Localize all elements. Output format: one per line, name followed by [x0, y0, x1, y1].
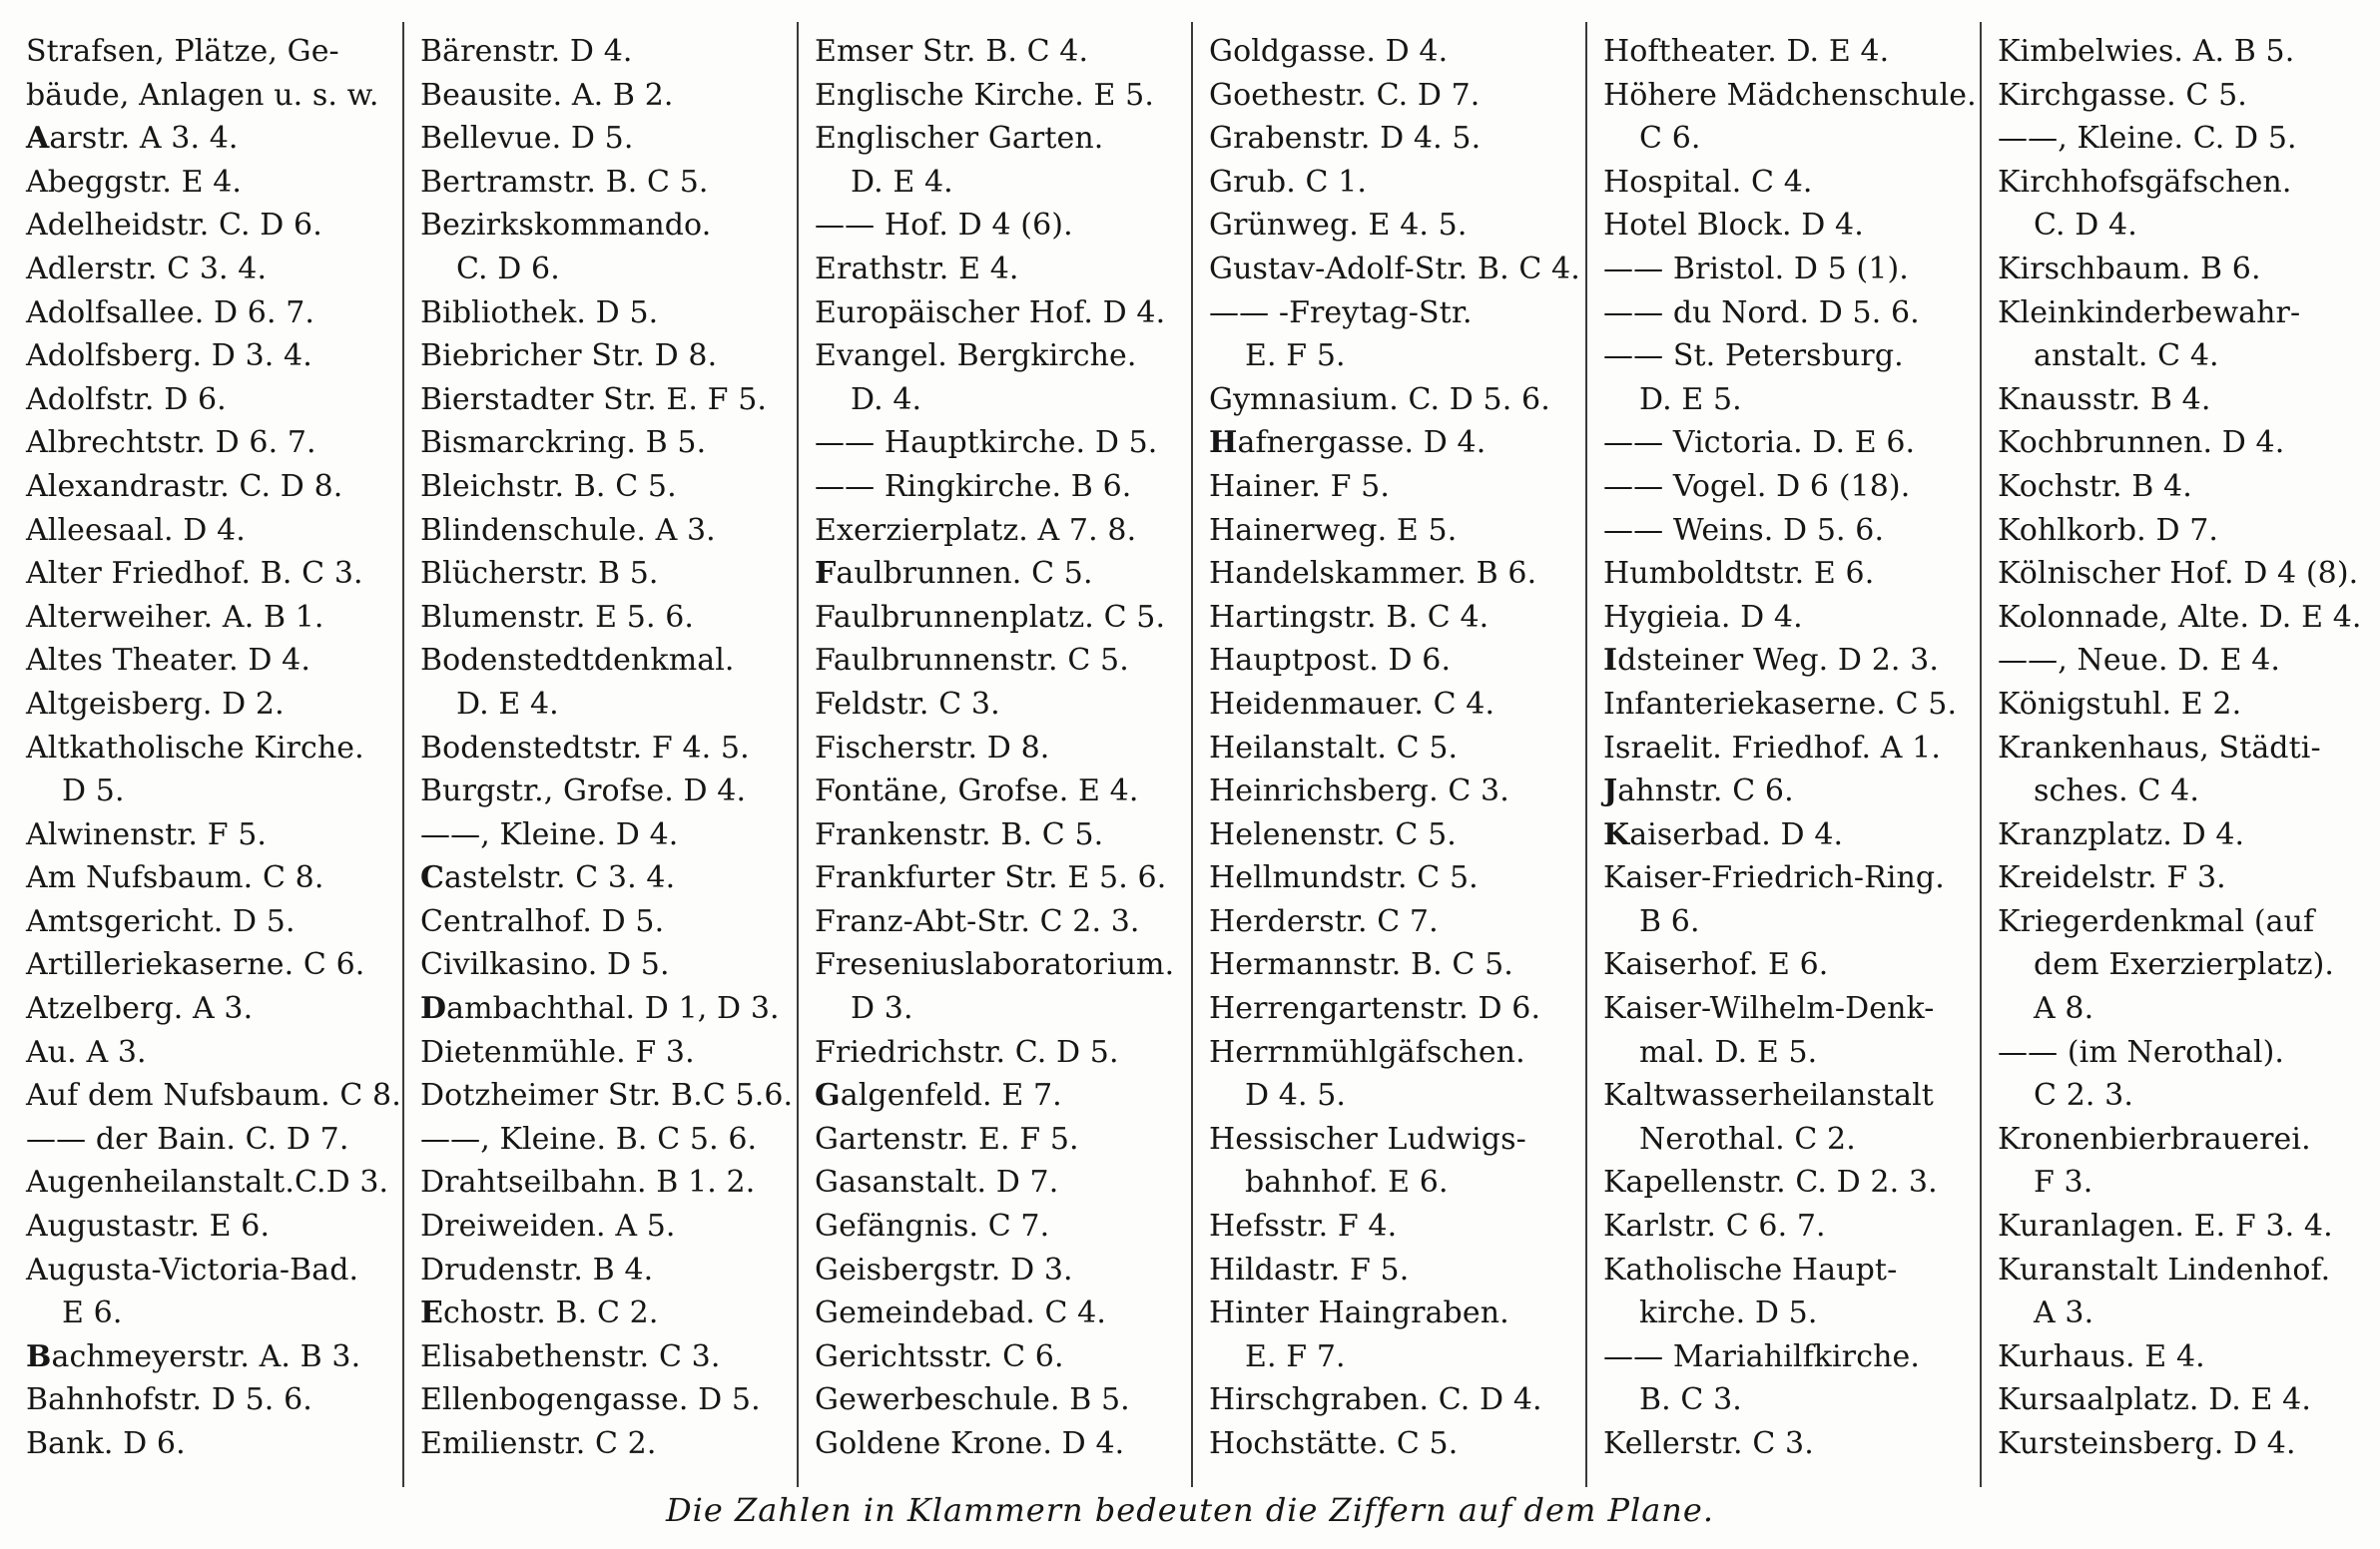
index-entry: Goldene Krone. D 4. — [815, 1426, 1125, 1461]
index-columns — [10, 22, 2374, 1487]
section-initial: D — [420, 991, 447, 1027]
index-entry-continuation: C 6. — [1639, 121, 1701, 157]
index-entry: Karlstr. C 6. 7. — [1603, 1209, 1826, 1245]
index-entry: Bibliothek. D 5. — [420, 294, 659, 330]
index-entry: Herrnmühlgäfschen. — [1209, 1034, 1525, 1070]
index-entry: Goethestr. C. D 7. — [1209, 77, 1481, 113]
index-entry: Kaltwasserheilanstalt — [1603, 1078, 1934, 1114]
index-entry: Augustastr. E 6. — [26, 1209, 271, 1245]
index-entry: Grabenstr. D 4. 5. — [1209, 121, 1482, 157]
index-entry: Galgenfeld. E 7. — [815, 1078, 1062, 1114]
index-entry: Bank. D 6. — [26, 1426, 186, 1461]
index-entry: Heidenmauer. C 4. — [1209, 686, 1495, 722]
index-entry: Elisabethenstr. C 3. — [420, 1338, 721, 1374]
index-entry: Dietenmühle. F 3. — [420, 1034, 695, 1070]
index-entry: Aarstr. A 3. 4. — [26, 121, 239, 157]
index-entry: Geisbergstr. D 3. — [815, 1252, 1073, 1288]
index-entry: Kriegerdenkmal (auf — [1998, 903, 2315, 939]
index-entry: Augusta-Victoria-Bad. — [26, 1252, 359, 1288]
index-entry: —— der Bain. C. D 7. — [26, 1121, 349, 1157]
index-entry-continuation: D. E 5. — [1639, 381, 1742, 417]
index-entry: Bodenstedtstr. F 4. 5. — [420, 730, 750, 766]
index-entry: Drudenstr. B 4. — [420, 1252, 654, 1288]
index-entry: Bleichstr. B. C 5. — [420, 468, 677, 504]
index-entry: Hermannstr. B. C 5. — [1209, 947, 1513, 983]
index-entry: Israelit. Friedhof. A 1. — [1603, 730, 1941, 766]
section-initial: G — [815, 1078, 841, 1114]
index-entry: Kursteinsberg. D 4. — [1998, 1426, 2296, 1461]
index-entry-continuation: bahnhof. E 6. — [1245, 1165, 1449, 1201]
section-initial: C — [420, 860, 444, 896]
index-entry: —— -Freytag-Str. — [1209, 294, 1473, 330]
index-entry: Adolfsallee. D 6. 7. — [26, 294, 315, 330]
index-entry-continuation: C 2. 3. — [2034, 1078, 2133, 1114]
index-entry: Bellevue. D 5. — [420, 121, 634, 157]
index-entry: Europäischer Hof. D 4. — [815, 294, 1166, 330]
index-entry: ——, Kleine. C. D 5. — [1998, 121, 2297, 157]
index-entry: Hinter Haingraben. — [1209, 1295, 1509, 1331]
index-entry: Bodenstedtdenkmal. — [420, 643, 735, 679]
index-entry: Kirchhofsgäfschen. — [1998, 164, 2292, 200]
index-entry: Kranzplatz. D 4. — [1998, 816, 2245, 852]
index-entry: Hefsstr. F 4. — [1209, 1209, 1398, 1245]
index-entry: Gemeindebad. C 4. — [815, 1295, 1106, 1331]
index-entry: Evangel. Bergkirche. — [815, 338, 1137, 374]
index-entry-continuation: anstalt. C 4. — [2034, 338, 2219, 374]
index-entry: —— Hof. D 4 (6). — [815, 208, 1073, 244]
index-entry: Emser Str. B. C 4. — [815, 34, 1089, 69]
index-entry: Altes Theater. D 4. — [26, 643, 311, 679]
index-entry-continuation: D. E 4. — [851, 164, 953, 200]
index-entry-continuation: sches. C 4. — [2034, 774, 2199, 809]
index-entry: Echostr. B. C 2. — [420, 1295, 659, 1331]
index-entry: Artilleriekaserne. C 6. — [26, 947, 365, 983]
index-entry: Frankenstr. B. C 5. — [815, 816, 1104, 852]
section-initial: H — [1209, 425, 1238, 461]
index-entry: ——, Kleine. B. C 5. 6. — [420, 1121, 758, 1157]
index-entry: Fontäne, Grofse. E 4. — [815, 774, 1139, 809]
index-column-5 — [1587, 22, 1982, 1487]
index-entry: Gasanstalt. D 7. — [815, 1165, 1059, 1201]
index-entry: Bierstadter Str. E. F 5. — [420, 381, 768, 417]
index-entry-continuation: E 6. — [62, 1295, 123, 1331]
index-entry: Centralhof. D 5. — [420, 903, 665, 939]
index-entry: Katholische Haupt- — [1603, 1252, 1898, 1288]
index-entry: Kimbelwies. A. B 5. — [1998, 34, 2295, 69]
index-entry: Augenheilanstalt.C.D 3. — [26, 1165, 389, 1201]
index-entry-continuation: D 3. — [851, 991, 913, 1027]
index-entry: Adelheidstr. C. D 6. — [26, 208, 322, 244]
index-entry: Hartingstr. B. C 4. — [1209, 599, 1489, 635]
index-entry: Castelstr. C 3. 4. — [420, 860, 676, 896]
index-entry-continuation: D. E 4. — [456, 686, 559, 722]
index-entry: Kohlkorb. D 7. — [1998, 512, 2219, 548]
index-entry-continuation: B. C 3. — [1639, 1382, 1742, 1418]
index-entry: Heinrichsberg. C 3. — [1209, 774, 1509, 809]
index-entry: Hellmundstr. C 5. — [1209, 860, 1479, 896]
index-entry: Strafsen, Plätze, Ge- — [26, 34, 339, 69]
index-entry-continuation: D 5. — [62, 774, 125, 809]
index-entry: Civilkasino. D 5. — [420, 947, 670, 983]
index-entry: —— Victoria. D. E 6. — [1603, 425, 1916, 461]
index-entry: Gerichtsstr. C 6. — [815, 1338, 1064, 1374]
index-entry: Exerzierplatz. A 7. 8. — [815, 512, 1137, 548]
index-entry: bäude, Anlagen u. s. w. — [26, 77, 379, 113]
index-entry: Höhere Mädchenschule. — [1603, 77, 1977, 113]
index-entry: Jahnstr. C 6. — [1603, 774, 1794, 809]
section-initial: E — [420, 1295, 443, 1331]
index-entry: Bachmeyerstr. A. B 3. — [26, 1338, 361, 1374]
index-entry: Ellenbogengasse. D 5. — [420, 1382, 761, 1418]
section-initial: J — [1603, 774, 1618, 809]
index-entry: Humboldtstr. E 6. — [1603, 556, 1875, 592]
index-entry: Kaiserhof. E 6. — [1603, 947, 1829, 983]
index-entry: Knausstr. B 4. — [1998, 381, 2211, 417]
index-entry: Blücherstr. B 5. — [420, 556, 659, 592]
index-entry: Hospital. C 4. — [1603, 164, 1813, 200]
index-entry: Krankenhaus, Städti- — [1998, 730, 2321, 766]
index-entry: Abeggstr. E 4. — [26, 164, 243, 200]
index-entry: Hauptpost. D 6. — [1209, 643, 1452, 679]
index-entry: Kirchgasse. C 5. — [1998, 77, 2247, 113]
index-entry: Hochstätte. C 5. — [1209, 1426, 1459, 1461]
index-entry: Kapellenstr. C. D 2. 3. — [1603, 1165, 1938, 1201]
index-entry: Blindenschule. A 3. — [420, 512, 716, 548]
index-entry: Adolfstr. D 6. — [26, 381, 227, 417]
index-entry: —— Mariahilfkirche. — [1603, 1338, 1921, 1374]
index-entry: Kaiserbad. D 4. — [1603, 816, 1844, 852]
index-entry: Albrechtstr. D 6. 7. — [26, 425, 316, 461]
index-entry: Hoftheater. D. E 4. — [1603, 34, 1890, 69]
index-entry: Kirschbaum. B 6. — [1998, 251, 2261, 286]
index-entry-continuation: D. 4. — [851, 381, 922, 417]
index-entry: Hainer. F 5. — [1209, 468, 1391, 504]
index-entry: Kölnischer Hof. D 4 (8). — [1998, 556, 2359, 592]
index-entry-continuation: B 6. — [1639, 903, 1700, 939]
index-entry: —— Hauptkirche. D 5. — [815, 425, 1158, 461]
index-entry: Idsteiner Weg. D 2. 3. — [1603, 643, 1939, 679]
index-entry: Hygieia. D 4. — [1603, 599, 1803, 635]
index-entry: Kleinkinderbewahr- — [1998, 294, 2301, 330]
index-entry: Heilanstalt. C 5. — [1209, 730, 1459, 766]
index-entry: Adlerstr. C 3. 4. — [26, 251, 268, 286]
index-entry: Dotzheimer Str. B.C 5.6. — [420, 1078, 794, 1114]
index-entry: Adolfsberg. D 3. 4. — [26, 338, 312, 374]
index-entry-continuation: A 8. — [2034, 991, 2094, 1027]
index-entry: Fischerstr. D 8. — [815, 730, 1050, 766]
index-entry: Englische Kirche. E 5. — [815, 77, 1154, 113]
index-entry: Herderstr. C 7. — [1209, 903, 1439, 939]
index-entry: Bezirkskommando. — [420, 208, 712, 244]
index-entry-continuation: E. F 7. — [1245, 1338, 1346, 1374]
index-entry: Drahtseilbahn. B 1. 2. — [420, 1165, 756, 1201]
index-entry: Kaiser-Friedrich-Ring. — [1603, 860, 1945, 896]
index-entry: Dreiweiden. A 5. — [420, 1209, 676, 1245]
index-column-2 — [404, 22, 799, 1487]
index-column-3 — [799, 22, 1193, 1487]
index-entry: Amtsgericht. D 5. — [26, 903, 296, 939]
index-entry: Beausite. A. B 2. — [420, 77, 674, 113]
index-entry: Altgeisberg. D 2. — [26, 686, 285, 722]
index-entry: Hafnergasse. D 4. — [1209, 425, 1487, 461]
index-entry: Bahnhofstr. D 5. 6. — [26, 1382, 312, 1418]
index-entry: Kellerstr. C 3. — [1603, 1426, 1814, 1461]
index-entry-continuation: mal. D. E 5. — [1639, 1034, 1818, 1070]
index-entry: ——, Neue. D. E 4. — [1998, 643, 2281, 679]
index-entry: Dambachthal. D 1, D 3. — [420, 991, 780, 1027]
index-entry: Alterweiher. A. B 1. — [26, 599, 324, 635]
index-entry: Kreidelstr. F 3. — [1998, 860, 2226, 896]
index-entry: Bertramstr. B. C 5. — [420, 164, 709, 200]
index-entry: Hotel Block. D 4. — [1603, 208, 1864, 244]
index-entry: Kuranlagen. E. F 3. 4. — [1998, 1209, 2333, 1245]
index-entry-continuation: E. F 5. — [1245, 338, 1346, 374]
index-entry-continuation: A 3. — [2034, 1295, 2094, 1331]
index-entry: Faulbrunnenstr. C 5. — [815, 643, 1129, 679]
index-entry: Königstuhl. E 2. — [1998, 686, 2242, 722]
index-entry: Hainerweg. E 5. — [1209, 512, 1458, 548]
index-entry: —— Ringkirche. B 6. — [815, 468, 1132, 504]
section-initial: I — [1603, 643, 1618, 679]
index-entry-continuation: Nerothal. C 2. — [1639, 1121, 1856, 1157]
index-entry: Bärenstr. D 4. — [420, 34, 633, 69]
index-entry: Kursaalplatz. D. E 4. — [1998, 1382, 2312, 1418]
index-entry: —— (im Nerothal). — [1998, 1034, 2285, 1070]
index-entry: Gustav-Adolf-Str. B. C 4. — [1209, 251, 1580, 286]
index-entry: Freseniuslaboratorium. — [815, 947, 1175, 983]
index-entry: Alleesaal. D 4. — [26, 512, 246, 548]
index-entry: Blumenstr. E 5. 6. — [420, 599, 695, 635]
index-entry: Hessischer Ludwigs- — [1209, 1121, 1526, 1157]
index-entry: Frankfurter Str. E 5. 6. — [815, 860, 1167, 896]
index-entry: —— Weins. D 5. 6. — [1603, 512, 1885, 548]
index-entry: Auf dem Nufsbaum. C 8. — [26, 1078, 401, 1114]
index-entry: Kronenbierbrauerei. — [1998, 1121, 2311, 1157]
index-entry: Kurhaus. E 4. — [1998, 1338, 2205, 1374]
index-entry: —— Vogel. D 6 (18). — [1603, 468, 1911, 504]
index-entry: Gymnasium. C. D 5. 6. — [1209, 381, 1550, 417]
index-entry: Kolonnade, Alte. D. E 4. — [1998, 599, 2362, 635]
index-entry: Friedrichstr. C. D 5. — [815, 1034, 1119, 1070]
section-initial: A — [26, 121, 50, 157]
index-entry: Helenenstr. C 5. — [1209, 816, 1457, 852]
index-entry: —— Bristol. D 5 (1). — [1603, 251, 1909, 286]
index-entry: Emilienstr. C 2. — [420, 1426, 657, 1461]
index-entry: Franz-Abt-Str. C 2. 3. — [815, 903, 1140, 939]
index-entry: Faulbrunnen. C 5. — [815, 556, 1093, 592]
index-entry-continuation: C. D 4. — [2034, 208, 2137, 244]
index-entry: Gefängnis. C 7. — [815, 1209, 1050, 1245]
index-entry: Hildastr. F 5. — [1209, 1252, 1410, 1288]
index-entry: Alwinenstr. F 5. — [26, 816, 268, 852]
index-entry: Faulbrunnenplatz. C 5. — [815, 599, 1166, 635]
index-entry: Infanteriekaserne. C 5. — [1603, 686, 1958, 722]
section-initial: F — [815, 556, 837, 592]
index-entry: Biebricher Str. D 8. — [420, 338, 718, 374]
index-column-4 — [1193, 22, 1587, 1487]
index-entry: Goldgasse. D 4. — [1209, 34, 1449, 69]
index-entry: Altkatholische Kirche. — [26, 730, 364, 766]
index-entry-continuation: kirche. D 5. — [1639, 1295, 1818, 1331]
index-entry: ——, Kleine. D 4. — [420, 816, 679, 852]
section-initial: B — [26, 1338, 52, 1374]
index-entry: Burgstr., Grofse. D 4. — [420, 774, 747, 809]
index-entry: Grub. C 1. — [1209, 164, 1368, 200]
footnote-caption: Die Zahlen in Klammern bedeuten die Ziffern auf dem Plane. — [665, 1491, 1715, 1529]
index-entry: Alexandrastr. C. D 8. — [26, 468, 343, 504]
index-entry-continuation: dem Exerzierplatz). — [2034, 947, 2335, 983]
index-entry: Gartenstr. E. F 5. — [815, 1121, 1079, 1157]
index-entry: Erathstr. E 4. — [815, 251, 1019, 286]
index-entry: Kochbrunnen. D 4. — [1998, 425, 2285, 461]
index-entry: Handelskammer. B 6. — [1209, 556, 1537, 592]
index-entry: Kaiser-Wilhelm-Denk- — [1603, 991, 1935, 1027]
index-entry: Grünweg. E 4. 5. — [1209, 208, 1468, 244]
index-entry: —— du Nord. D 5. 6. — [1603, 294, 1920, 330]
index-entry: Gewerbeschule. B 5. — [815, 1382, 1130, 1418]
section-initial: K — [1603, 816, 1630, 852]
index-entry: Bismarckring. B 5. — [420, 425, 707, 461]
index-entry: Kuranstalt Lindenhof. — [1998, 1252, 2331, 1288]
index-entry: Kochstr. B 4. — [1998, 468, 2192, 504]
index-entry: Herrengartenstr. D 6. — [1209, 991, 1541, 1027]
index-column-1 — [10, 22, 404, 1487]
index-entry-continuation: D 4. 5. — [1245, 1078, 1347, 1114]
index-entry-continuation: F 3. — [2034, 1165, 2093, 1201]
index-entry-continuation: C. D 6. — [456, 251, 560, 286]
index-entry: Au. A 3. — [26, 1034, 147, 1070]
index-column-6 — [1982, 22, 2374, 1487]
index-entry: —— St. Petersburg. — [1603, 338, 1904, 374]
index-entry: Atzelberg. A 3. — [26, 991, 254, 1027]
index-entry: Englischer Garten. — [815, 121, 1104, 157]
index-entry: Feldstr. C 3. — [815, 686, 1000, 722]
index-entry: Hirschgraben. C. D 4. — [1209, 1382, 1542, 1418]
index-entry: Alter Friedhof. B. C 3. — [26, 556, 363, 592]
index-entry: Am Nufsbaum. C 8. — [26, 860, 324, 896]
